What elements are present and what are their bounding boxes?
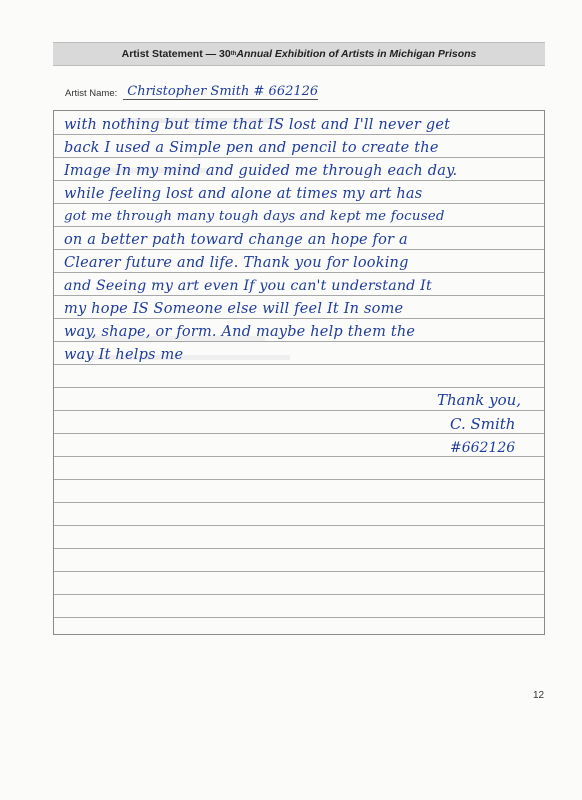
ruled-line (54, 433, 544, 434)
ruled-line (54, 341, 544, 342)
ruled-line (54, 387, 544, 388)
statement-line: way, shape, or form. And maybe help them the (64, 324, 416, 340)
ruled-line (54, 157, 544, 158)
ruled-line (54, 617, 544, 618)
statement-line: back I used a Simple pen and pencil to create the (64, 140, 439, 156)
ruled-line (54, 226, 544, 227)
ruled-line (54, 571, 544, 572)
thank-you-text: Thank you, (437, 391, 522, 409)
statement-line: Clearer future and life. Thank you for looking (64, 255, 409, 271)
ruled-line (54, 318, 544, 319)
ruled-line (54, 180, 544, 181)
ruled-line (54, 364, 544, 365)
statement-line: and Seeing my art even If you can't understand It (64, 278, 432, 294)
statement-line: with nothing but time that IS lost and I'll never get (64, 117, 451, 133)
ruled-line (54, 249, 544, 250)
ruled-line (54, 134, 544, 135)
statement-line: my hope IS Someone else will feel It In some (64, 301, 404, 317)
statement-line: while feeling lost and alone at times my art has (64, 186, 423, 202)
statement-line: way It helps me (64, 347, 184, 363)
statement-line: Image In my mind and guided me through each day. (64, 163, 458, 179)
ruled-line (54, 479, 544, 480)
ruled-line (54, 410, 544, 411)
page-number: 12 (533, 690, 545, 701)
ruled-line (54, 502, 544, 503)
ruled-line (54, 525, 544, 526)
ruled-line (54, 203, 544, 204)
signature: C. Smith (450, 415, 516, 433)
header-title-prefix: Artist Statement — 30 (121, 48, 231, 60)
header-title-suffix: Annual Exhibition of Artists in Michigan Prisons (236, 48, 477, 60)
statement-line: on a better path toward change an hope for a (64, 232, 408, 248)
ruled-line (54, 295, 544, 296)
ruled-line (54, 594, 544, 595)
ruled-line (54, 548, 544, 549)
statement-line: got me through many tough days and kept me focused (64, 209, 445, 224)
artist-name-row (65, 80, 318, 100)
artist-name-value: Christopher Smith # 662126 (127, 84, 319, 99)
artist-name-label: Artist Name: (65, 88, 118, 99)
ruled-line (54, 456, 544, 457)
inmate-number: #662126 (450, 440, 516, 456)
header-bar: Artist Statement — 30 th Annual Exhibition of Artists in Michigan Prisons (53, 42, 545, 66)
ruled-line (54, 272, 544, 273)
artist-name-field (123, 81, 318, 100)
